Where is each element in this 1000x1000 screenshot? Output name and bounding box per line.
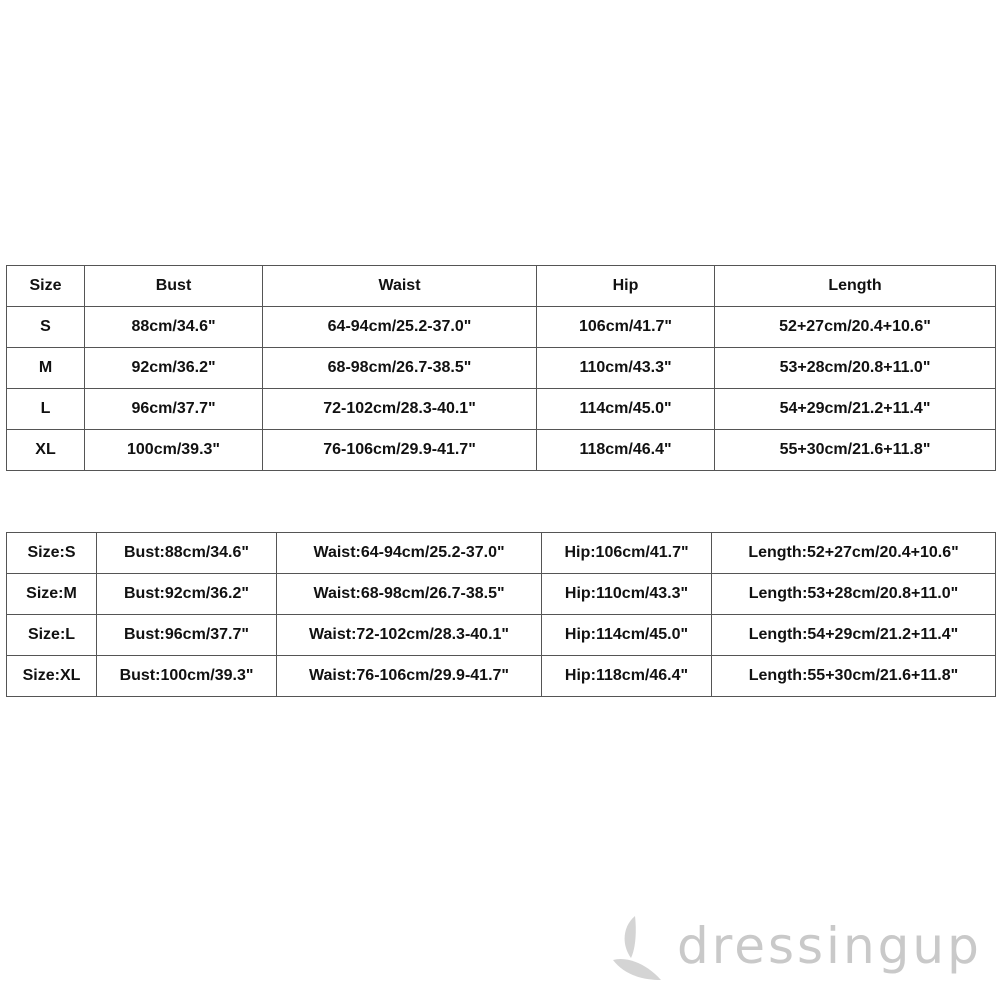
table-row (7, 389, 996, 430)
cell-bust: 96cm/37.7" (85, 389, 263, 430)
cell-length: 55+30cm/21.6+11.8" (715, 430, 996, 471)
cell-bust: Bust:88cm/34.6" (97, 533, 277, 574)
table-row (7, 307, 996, 348)
cell-size: Size:L (7, 615, 97, 656)
cell-bust: 88cm/34.6" (85, 307, 263, 348)
cell-hip: Hip:114cm/45.0" (542, 615, 712, 656)
header-hip: Hip (537, 266, 715, 307)
cell-size: Size:S (7, 533, 97, 574)
cell-length: 52+27cm/20.4+10.6" (715, 307, 996, 348)
table-row (7, 430, 996, 471)
cell-bust: Bust:92cm/36.2" (97, 574, 277, 615)
table-row (7, 656, 996, 697)
table-row (7, 348, 996, 389)
cell-length: Length:52+27cm/20.4+10.6" (712, 533, 996, 574)
cell-waist: Waist:76-106cm/29.9-41.7" (277, 656, 542, 697)
table-row (7, 574, 996, 615)
header-size: Size (7, 266, 85, 307)
cell-hip: 118cm/46.4" (537, 430, 715, 471)
cell-waist: 68-98cm/26.7-38.5" (263, 348, 537, 389)
cell-bust: Bust:96cm/37.7" (97, 615, 277, 656)
header-bust: Bust (85, 266, 263, 307)
header-length: Length (715, 266, 996, 307)
cell-bust: Bust:100cm/39.3" (97, 656, 277, 697)
cell-bust: 92cm/36.2" (85, 348, 263, 389)
cell-hip: 110cm/43.3" (537, 348, 715, 389)
cell-waist: 72-102cm/28.3-40.1" (263, 389, 537, 430)
cell-size: Size:M (7, 574, 97, 615)
cell-hip: Hip:106cm/41.7" (542, 533, 712, 574)
cell-bust: 100cm/39.3" (85, 430, 263, 471)
cell-length: Length:55+30cm/21.6+11.8" (712, 656, 996, 697)
cell-waist: Waist:64-94cm/25.2-37.0" (277, 533, 542, 574)
cell-length: Length:53+28cm/20.8+11.0" (712, 574, 996, 615)
cell-waist: 64-94cm/25.2-37.0" (263, 307, 537, 348)
cell-waist: 76-106cm/29.9-41.7" (263, 430, 537, 471)
cell-length: Length:54+29cm/21.2+11.4" (712, 615, 996, 656)
cell-size: M (7, 348, 85, 389)
table-header-row (7, 266, 996, 307)
size-chart-table (6, 265, 996, 471)
cell-size: S (7, 307, 85, 348)
cell-size: L (7, 389, 85, 430)
cell-waist: Waist:68-98cm/26.7-38.5" (277, 574, 542, 615)
cell-hip: Hip:118cm/46.4" (542, 656, 712, 697)
brand-name: dressingup (677, 917, 982, 975)
cell-length: 54+29cm/21.2+11.4" (715, 389, 996, 430)
brand-watermark (605, 908, 995, 988)
table-row (7, 533, 996, 574)
cell-length: 53+28cm/20.8+11.0" (715, 348, 996, 389)
cell-size: Size:XL (7, 656, 97, 697)
cell-hip: Hip:110cm/43.3" (542, 574, 712, 615)
cell-size: XL (7, 430, 85, 471)
cell-hip: 114cm/45.0" (537, 389, 715, 430)
table-row (7, 615, 996, 656)
cell-hip: 106cm/41.7" (537, 307, 715, 348)
cell-waist: Waist:72-102cm/28.3-40.1" (277, 615, 542, 656)
leaf-drop-icon (605, 908, 675, 988)
size-chart-labeled-table (6, 532, 996, 697)
header-waist: Waist (263, 266, 537, 307)
